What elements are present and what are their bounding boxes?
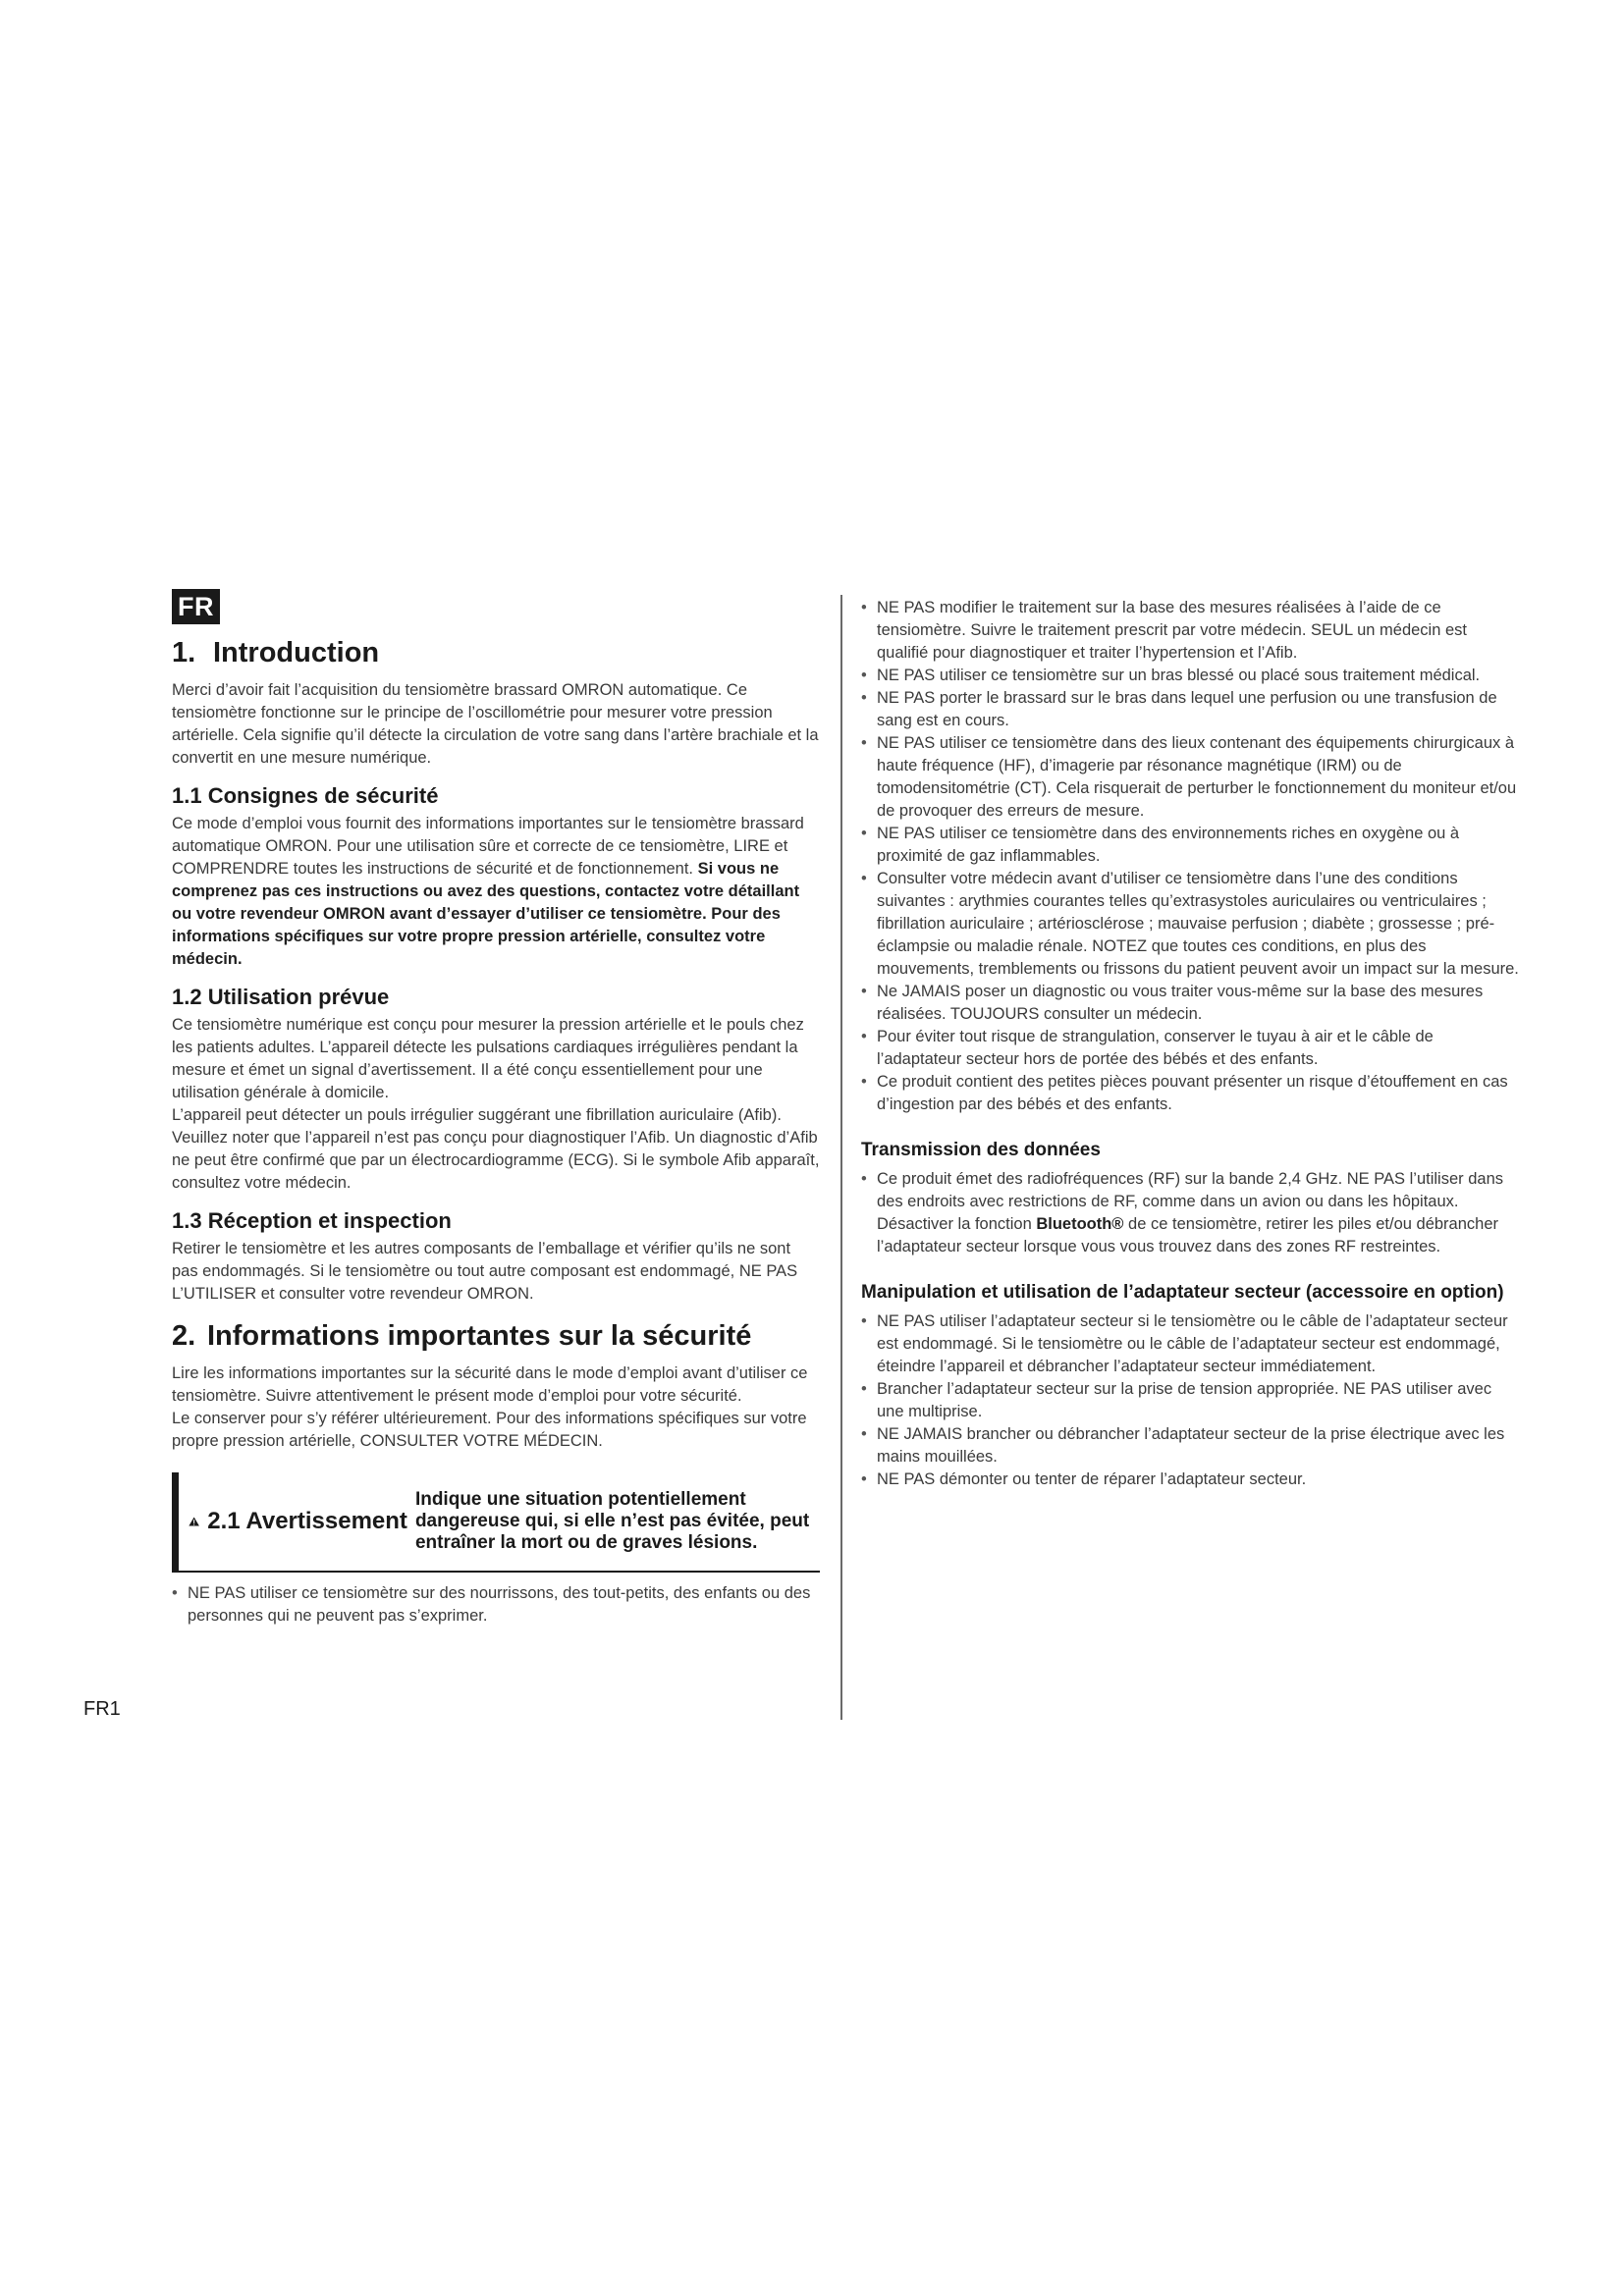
- section-2-body-1: Lire les informations importantes sur la sécurité dans le mode d’emploi avant d’utiliser ce tensiomètre. Suivre attentivement le présent mode d’emploi pour votre sécurité.: [172, 1364, 808, 1405]
- warning-text: Indique une situation potentiellement dangereuse qui, si elle n’est pas évitée, peut entraîner la mort ou de graves lésions.: [414, 1489, 810, 1553]
- section-2-title: Informations importantes sur la sécurité: [207, 1320, 752, 1352]
- section-1-number: 1.: [172, 637, 196, 668]
- section-1-3-body: Retirer le tensiomètre et les autres composants de l’emballage et vérifier qu’ils ne sont pas endommagés. Si le tensiomètre ou tout autre composant est endommagé, NE PAS L’UTILISER et consulter votre revendeur OMRON.: [172, 1240, 798, 1303]
- transmission-heading: Transmission des données: [861, 1140, 1101, 1160]
- list-item: • Brancher l’adaptateur secteur sur la prise de tension appropriée. NE PAS utiliser avec une multiprise.: [861, 1378, 1519, 1423]
- section-1-1-heading: 1.1 Consignes de sécurité: [172, 783, 439, 808]
- transmission-text-1: Ce produit émet des radiofréquences (RF) sur la bande 2,4 GHz. NE PAS l’utiliser dans des endroits avec restrictions de RF, comme dans un avion ou dans les hôpitaux. Désactiver la fonction: [877, 1170, 1503, 1233]
- transmission-text-2: de ce tensiomètre, retirer les piles et/ou débrancher l’adaptateur secteur lorsque vous vous trouvez dans des zones RF restreintes.: [877, 1215, 1498, 1255]
- section-2-heading: [172, 1319, 820, 1353]
- section-1-2-body-2: L’appareil peut détecter un pouls irrégulier suggérant une fibrillation auriculaire (Afib). Veuillez noter que l’appareil n’est pas conçu pour diagnostiquer l’Afib. Un diagnostic d’Afib ne peut être confirmé que par un électrocardiogramme (ECG). Si le symbole Afib apparaît, consultez votre médecin.: [172, 1106, 820, 1192]
- list-item: • Ne JAMAIS poser un diagnostic ou vous traiter vous-même sur la base des mesures réalisées. TOUJOURS consulter un médecin.: [861, 981, 1519, 1026]
- bluetooth-label: Bluetooth®: [1036, 1215, 1124, 1233]
- list-item: • Pour éviter tout risque de strangulation, conserver le tuyau à air et le câble de l’adaptateur secteur hors de portée des bébés et des enfants.: [861, 1026, 1519, 1071]
- section-1-3-heading: 1.3 Réception et inspection: [172, 1208, 452, 1233]
- list-item: • NE JAMAIS brancher ou débrancher l’adaptateur secteur de la prise électrique avec les mains mouillées.: [861, 1423, 1519, 1468]
- transmission-list: [861, 1168, 1519, 1258]
- section-1-title: Introduction: [213, 637, 380, 668]
- list-item: • NE PAS utiliser ce tensiomètre dans des environnements riches en oxygène ou à proximité de gaz inflammables.: [861, 823, 1519, 868]
- section-2-body-2: Le conserver pour s’y référer ultérieurement. Pour des informations spécifiques sur votre propre pression artérielle, CONSULTER VOTRE MÉDECIN.: [172, 1410, 807, 1450]
- left-column: [172, 589, 820, 1628]
- language-badge: FR: [172, 589, 220, 624]
- section-1-1-text: Ce mode d’emploi vous fournit des informations importantes sur le tensiomètre brassard automatique OMRON. Pour une utilisation sûre et correcte de ce tensiomètre, LIRE et COMPRENDRE toutes les instructions de sécurité et de fonctionnement.: [172, 815, 804, 878]
- list-item: • Consulter votre médecin avant d’utiliser ce tensiomètre dans l’une des conditions suivantes : arythmies courantes telles qu’extrasystoles auriculaires ou ventriculaires ; fibrillation auriculaire ; artériosclérose ; mauvaise perfusion ; diabète ; grossesse ; pré-éclampsie ou maladie rénale. NOTEZ que toutes ces conditions, en plus des mouvements, tremblements ou frissons du patient peuvent avoir un impact sur la mesure.: [861, 868, 1519, 981]
- list-item: • NE PAS démonter ou tenter de réparer l’adaptateur secteur.: [861, 1468, 1519, 1491]
- list-item: • NE PAS porter le brassard sur le bras dans lequel une perfusion ou une transfusion de sang est en cours.: [861, 687, 1519, 732]
- adapter-list: [861, 1310, 1519, 1491]
- list-item: • NE PAS utiliser ce tensiomètre dans des lieux contenant des équipements chirurgicaux à haute fréquence (HF), d’imagerie par résonance magnétique (IRM) ou de tomodensitométrie (CT). Cela risquerait de perturber le fonctionnement du moniteur et/ou de provoquer des erreurs de mesure.: [861, 732, 1519, 823]
- page-number: FR1: [83, 1698, 121, 1720]
- right-bullet-list: [861, 597, 1519, 1116]
- section-1-1-body: [172, 813, 820, 971]
- list-item: • NE PAS utiliser ce tensiomètre sur des nourrissons, des tout-petits, des enfants ou des personnes qui ne peuvent pas s’exprimer.: [172, 1582, 820, 1628]
- section-1-2-body-1: Ce tensiomètre numérique est conçu pour mesurer la pression artérielle et le pouls chez les patients adultes. L’appareil détecte les pulsations cardiaques irrégulières pendant la mesure et émet un signal d’avertissement. Il a été conçu essentiellement pour une utilisation générale à domicile.: [172, 1016, 804, 1101]
- section-1-2-heading: 1.2 Utilisation prévue: [172, 985, 390, 1009]
- section-1-heading: [172, 636, 820, 669]
- warning-box: [172, 1472, 820, 1573]
- list-item: [861, 1168, 1519, 1258]
- section-1-1-bold-text: Si vous ne comprenez pas ces instructions ou avez des questions, contactez votre détaillant ou votre revendeur OMRON avant d’essayer d’utiliser ce tensiomètre. Pour des informations spécifiques sur votre propre pression artérielle, consultez votre médecin.: [172, 860, 800, 968]
- list-item: • Ce produit contient des petites pièces pouvant présenter un risque d’étouffement en cas d’ingestion par des bébés et des enfants.: [861, 1071, 1519, 1116]
- warning-title: 2.1 Avertissement: [207, 1508, 407, 1534]
- right-column: [861, 597, 1519, 1491]
- list-item: • NE PAS modifier le traitement sur la base des mesures réalisées à l’aide de ce tensiomètre. Suivre le traitement prescrit par votre médecin. SEUL un médecin est qualifié pour diagnostiquer et traiter l’hypertension et l’Afib.: [861, 597, 1519, 665]
- left-bullet-list: [172, 1582, 820, 1628]
- list-item: • NE PAS utiliser l’adaptateur secteur si le tensiomètre ou le câble de l’adaptateur secteur est endommagé. Si le tensiomètre ou le câble de l’adaptateur secteur est endommagé, éteindre l’appareil et débrancher l’adaptateur secteur immédiatement.: [861, 1310, 1519, 1378]
- list-item: • NE PAS utiliser ce tensiomètre sur un bras blessé ou placé sous traitement médical.: [861, 665, 1519, 687]
- warning-triangle-icon: [189, 1509, 199, 1534]
- column-divider: [840, 595, 842, 1720]
- adapter-heading: Manipulation et utilisation de l’adaptateur secteur (accessoire en option): [861, 1282, 1504, 1303]
- section-1-body: Merci d’avoir fait l’acquisition du tensiomètre brassard OMRON automatique. Ce tensiomètre fonctionne sur le principe de l’oscillométrie pour mesurer votre pression artérielle. Cela signifie qu’il détecte la circulation de votre sang dans l’artère brachiale et la convertit en une mesure numérique.: [172, 681, 819, 767]
- section-2-number: 2.: [172, 1320, 196, 1352]
